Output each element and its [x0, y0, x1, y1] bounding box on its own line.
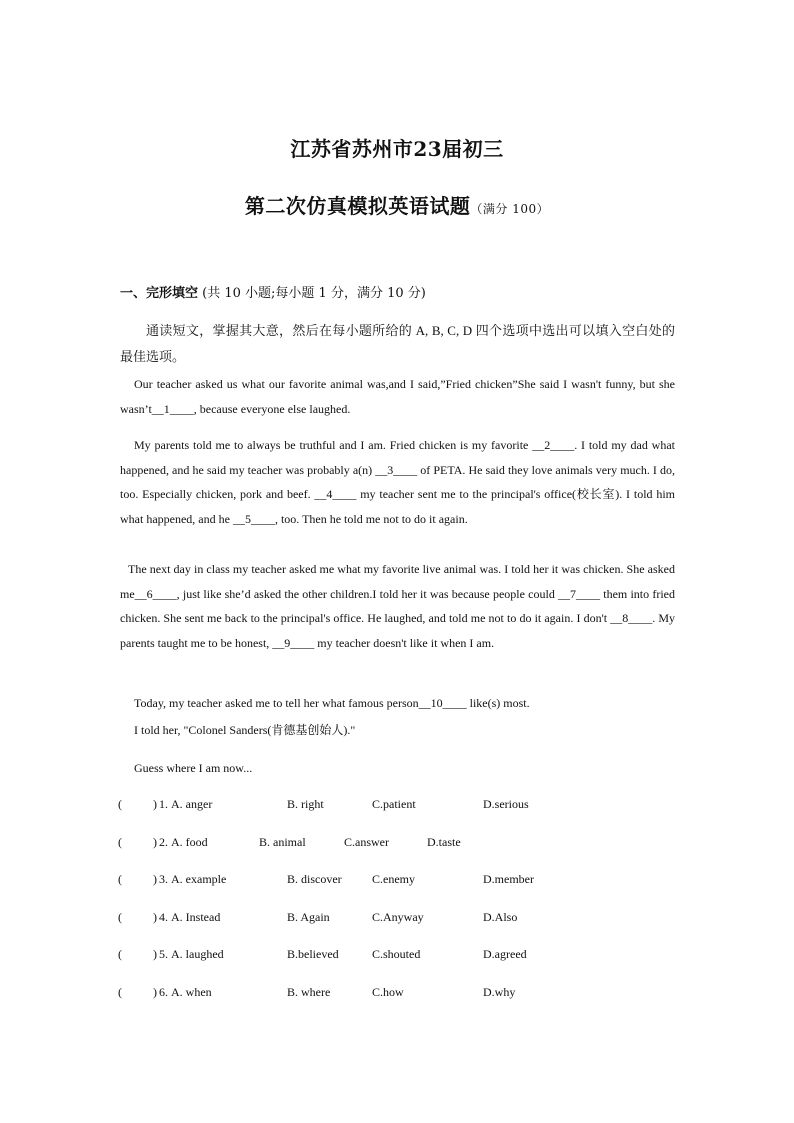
- question-row: [118, 872, 678, 892]
- option-c: C.patient: [372, 797, 416, 811]
- full-score-note: （满分 100）: [470, 202, 550, 216]
- question-number: 4.: [159, 910, 168, 924]
- answer-bracket-open[interactable]: (: [118, 985, 122, 999]
- option-b: B. discover: [287, 872, 342, 886]
- option-c: C.Anyway: [372, 910, 424, 924]
- answer-bracket-open[interactable]: (: [118, 797, 122, 811]
- option-d: D.taste: [427, 835, 461, 849]
- answer-bracket-open[interactable]: (: [118, 835, 122, 849]
- option-a: A. Instead: [171, 910, 221, 924]
- answer-bracket-close: ): [153, 797, 157, 811]
- question-number: 3.: [159, 872, 168, 886]
- answer-bracket-close: ): [153, 835, 157, 849]
- option-a: A. food: [171, 835, 208, 849]
- passage-paragraph-5: I told her, "Colonel Sanders(肯德基创始人).": [134, 723, 356, 737]
- question-number: 2.: [159, 835, 168, 849]
- answer-bracket-open[interactable]: (: [118, 910, 122, 924]
- passage-paragraph-4: Today, my teacher asked me to tell her what famous person__10____ like(s) most.: [134, 696, 530, 710]
- option-a: A. example: [171, 872, 227, 886]
- exam-title: 江苏省苏州市23届初三: [290, 137, 504, 161]
- passage-paragraph-6: Guess where I am now...: [134, 761, 253, 775]
- answer-bracket-open[interactable]: (: [118, 872, 122, 886]
- option-c: C.enemy: [372, 872, 415, 886]
- option-c: C.answer: [344, 835, 389, 849]
- answer-bracket-close: ): [153, 985, 157, 999]
- option-d: D.member: [483, 872, 534, 886]
- answer-bracket-close: ): [153, 910, 157, 924]
- option-c: C.how: [372, 985, 404, 999]
- option-d: D.agreed: [483, 947, 527, 961]
- passage-paragraph-3: The next day in class my teacher asked me what my favorite live animal was. I told her it was chicken. She asked me__6____, just like she’d asked the other children.I told her it was because people could __7____ them into fried chicken. She sent me back to the principal's office. He laughed, and told me not to do it again. I don't __8____. My parents taught me to be honest, __9____ my teacher doesn't like it when I am.: [120, 562, 675, 650]
- option-a: A. when: [171, 985, 212, 999]
- option-b: B. where: [287, 985, 331, 999]
- option-d: D.serious: [483, 797, 529, 811]
- section-title: 一、完形填空: [120, 286, 199, 301]
- option-c: C.shouted: [372, 947, 421, 961]
- option-d: D.why: [483, 985, 516, 999]
- question-row: [118, 797, 678, 817]
- exam-subtitle-text: 第二次仿真模拟英语试题: [244, 194, 471, 218]
- answer-bracket-close: ): [153, 947, 157, 961]
- answer-bracket-open[interactable]: (: [118, 947, 122, 961]
- answer-bracket-close: ): [153, 872, 157, 886]
- question-number: 6.: [159, 985, 168, 999]
- question-row: [118, 985, 678, 1005]
- exam-subtitle: [0, 190, 794, 219]
- option-b: B. Again: [287, 910, 330, 924]
- passage-paragraph-2: My parents told me to always be truthful and I am. Fried chicken is my favorite __2____. I told my dad what happened, and he said my teacher was probably a(n) __3____ of PETA. He said they love animals very much. I do, too. Especially chicken, pork and beef. __4____ my teacher sent me to the principal's office(校长室). I told him what happened, and he __5____, too. Then he told me not to do it again.: [120, 438, 675, 526]
- question-number: 5.: [159, 947, 168, 961]
- option-b: B. animal: [259, 835, 306, 849]
- option-a: A. laughed: [171, 947, 224, 961]
- option-a: A. anger: [171, 797, 213, 811]
- question-number: 1.: [159, 797, 168, 811]
- section-note: (共 10 小题;每小题 1 分，满分 10 分): [202, 286, 426, 301]
- section-heading: [120, 282, 426, 301]
- passage-paragraph-1: Our teacher asked us what our favorite animal was,and I said,”Fried chicken”She said I wasn't funny, but she wasn’t__1____, because everyone else laughed.: [120, 377, 675, 416]
- option-d: D.Also: [483, 910, 518, 924]
- option-b: B.believed: [287, 947, 339, 961]
- question-row: [118, 910, 678, 930]
- question-row: [118, 947, 678, 967]
- option-b: B. right: [287, 797, 324, 811]
- question-row: [118, 835, 678, 855]
- instructions: 通读短文，掌握其大意，然后在每小题所给的 A, B, C, D 四个选项中选出可以填入空白处的最佳选项。: [120, 323, 675, 364]
